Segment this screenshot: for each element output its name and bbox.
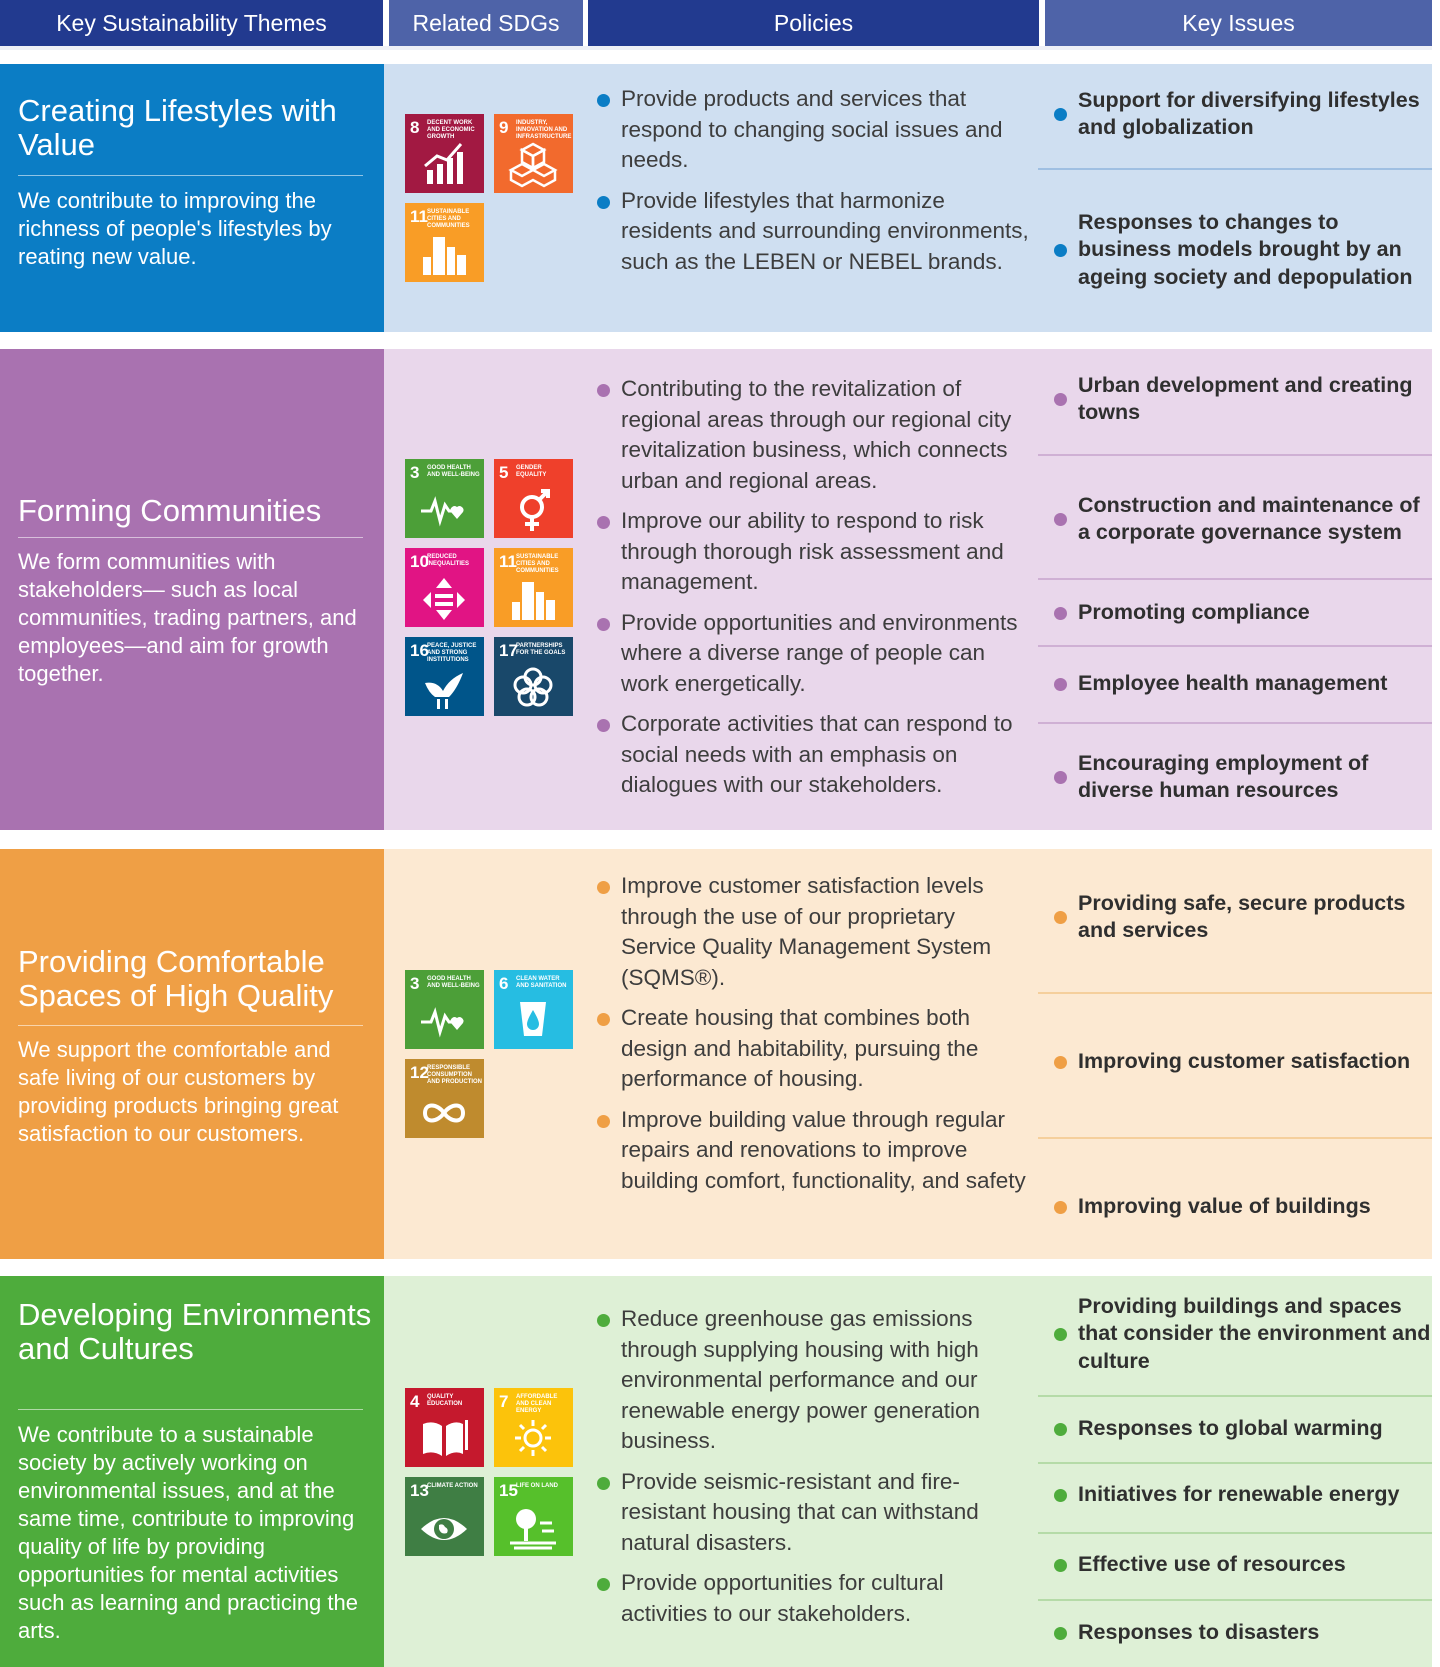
sdg-number: 3 — [410, 974, 420, 993]
sdg-tile-15 — [494, 1477, 573, 1556]
sdg-label: GOOD HEALTH AND WELL-BEING — [427, 976, 480, 989]
policy-item — [597, 1467, 1029, 1559]
content-panel — [384, 349, 1432, 830]
issue-item — [1038, 1402, 1432, 1456]
theme-panel — [0, 1276, 384, 1667]
water-drop-icon — [508, 996, 558, 1044]
sdg-label: CLIMATE ACTION — [427, 1483, 478, 1489]
issue-text: Improving value of buildings — [1078, 1194, 1371, 1219]
policies-list — [597, 84, 1029, 277]
policy-text: Improve building value through regular repairs and renovations to improve building comfort, functionality, and safety — [621, 1106, 1026, 1193]
sdg-label: QUALITY EDUCATION — [427, 1394, 463, 1407]
issues-list — [1038, 1276, 1432, 1667]
sdg-number: 3 — [410, 463, 420, 482]
policy-item — [597, 506, 1029, 598]
policy-item — [597, 186, 1029, 278]
theme-panel — [0, 349, 384, 830]
issue-divider — [1038, 1532, 1432, 1534]
issue-text: Improving customer satisfaction — [1078, 1049, 1411, 1074]
theme-panel — [0, 849, 384, 1259]
sdg-tile-6 — [494, 970, 573, 1049]
sdg-label: LIFE ON LAND — [516, 1483, 558, 1489]
header-key-issues: Key Issues — [1045, 0, 1432, 46]
sdg-number: 13 — [410, 1481, 429, 1500]
issues-list — [1038, 849, 1432, 1259]
bullet-dot — [597, 1477, 610, 1490]
sdg-number: 17 — [499, 641, 518, 660]
issue-text: Construction and maintenance of a corporate governance system — [1078, 492, 1420, 544]
section-forming-communities — [0, 349, 1432, 830]
bullet-dot — [1054, 1489, 1067, 1502]
sdg-number: 5 — [499, 463, 509, 482]
sdg-label: REDUCED INEQUALITIES — [427, 554, 470, 567]
section-environments-cultures — [0, 1276, 1432, 1667]
sdg-number: 6 — [499, 974, 509, 993]
issue-divider — [1038, 1395, 1432, 1397]
header-policies: Policies — [588, 0, 1039, 46]
content-panel — [384, 64, 1432, 332]
sdg-number: 10 — [410, 552, 429, 571]
policies-list — [597, 1304, 1029, 1629]
bullet-dot — [1054, 244, 1067, 257]
policy-item — [597, 84, 1029, 176]
sdg-tile-9 — [494, 114, 573, 193]
sdg-tile-17 — [494, 637, 573, 716]
policy-text: Reduce greenhouse gas emissions through supplying housing with high environmental performance and our renewable energy power generation business. — [621, 1306, 980, 1453]
sdg-label: GENDER EQUALITY — [516, 465, 547, 478]
policy-text: Provide lifestyles that harmonize residents and surrounding environments, such as the LEBEN or NEBEL brands. — [621, 187, 1029, 274]
bullet-dot — [1054, 1056, 1067, 1069]
sdg-number: 11 — [410, 207, 428, 226]
bullet-dot — [597, 881, 610, 894]
issue-item — [1038, 1034, 1432, 1090]
issue-text: Employee health management — [1078, 671, 1388, 696]
bullet-dot — [597, 94, 610, 107]
header-related-sdgs: Related SDGs — [389, 0, 583, 46]
bullet-dot — [597, 1115, 610, 1128]
content-panel — [384, 1276, 1432, 1667]
bullet-dot — [1054, 771, 1067, 784]
issue-divider — [1038, 722, 1432, 724]
content-panel — [384, 849, 1432, 1259]
policy-text: Improve our ability to respond to risk through thorough risk assessment and management. — [621, 508, 1004, 594]
policy-item — [597, 871, 1029, 993]
issue-divider — [1038, 1137, 1432, 1139]
sdg-number: 16 — [410, 641, 429, 660]
issue-item — [1038, 371, 1432, 427]
sdg-number: 12 — [410, 1063, 429, 1082]
bullet-dot — [597, 618, 610, 631]
theme-title: Developing Environments and Cultures — [18, 1297, 372, 1366]
issue-divider — [1038, 454, 1432, 456]
sdg-number: 4 — [410, 1392, 420, 1411]
flower-rings-icon — [508, 663, 558, 711]
sdg-label: SUSTAINABLE CITIES AND COMMUNITIES — [516, 554, 559, 574]
sdg-tile-11 — [405, 203, 484, 282]
growth-chart-icon — [419, 140, 469, 188]
sdg-label: CLEAN WATER AND SANITATION — [516, 976, 567, 989]
bullet-dot — [1054, 1627, 1067, 1640]
bullet-dot — [1054, 513, 1067, 526]
policy-text: Provide opportunities and environments where a diverse range of people can work energetically. — [621, 609, 1018, 696]
policy-item — [597, 1003, 1029, 1095]
eye-globe-icon — [419, 1503, 469, 1551]
sdg-number: 9 — [499, 118, 509, 137]
equality-arrows-icon — [419, 574, 469, 622]
issue-item — [1038, 652, 1432, 716]
sdg-tile-8 — [405, 114, 484, 193]
open-book-icon — [419, 1414, 469, 1462]
sdg-tile-7 — [494, 1388, 573, 1467]
issue-text: Providing safe, secure products and services — [1078, 890, 1406, 942]
sdg-number: 15 — [499, 1481, 518, 1500]
issue-text: Promoting compliance — [1078, 600, 1310, 625]
sdg-label: INDUSTRY, INNOVATION AND INFRASTRUCTURE — [516, 120, 572, 140]
policy-text: Provide seismic-resistant and fire-resistant housing that can withstand natural disasters. — [621, 1468, 979, 1555]
sdg-label: RESPONSIBLE CONSUMPTION AND PRODUCTION — [427, 1065, 482, 1085]
dove-icon — [419, 663, 469, 711]
issue-item — [1038, 461, 1432, 577]
policy-text: Contributing to the revitalization of regional areas through our regional city revitalization business, which connects urban and regional areas. — [621, 376, 1012, 493]
issue-divider — [1038, 992, 1432, 994]
sdg-label: SUSTAINABLE CITIES AND COMMUNITIES — [427, 209, 470, 229]
sdg-tile-5 — [494, 459, 573, 538]
cubes-icon — [508, 140, 558, 188]
header-key-sustainability-themes: Key Sustainability Themes — [0, 0, 383, 46]
issue-divider — [1038, 168, 1432, 170]
sdg-number: 11 — [499, 552, 517, 571]
sdg-number: 7 — [499, 1392, 509, 1411]
issue-divider — [1038, 578, 1432, 580]
issue-text: Encouraging employment of diverse human resources — [1078, 750, 1369, 802]
issue-text: Urban development and creating towns — [1078, 372, 1413, 424]
theme-title: Forming Communities — [18, 493, 322, 528]
sdg-tile-10 — [405, 548, 484, 627]
policy-text: Provide opportunities for cultural activities to our stakeholders. — [621, 1570, 944, 1626]
theme-description: We contribute to improving the richness of people's lifestyles by reating new value. — [18, 188, 332, 269]
sdg-label: GOOD HEALTH AND WELL-BEING — [427, 465, 480, 478]
sdg-label: AFFORDABLE AND CLEAN ENERGY — [516, 1394, 558, 1414]
theme-divider — [18, 1025, 363, 1026]
bullet-dot — [1054, 607, 1067, 620]
tree-icon — [508, 1503, 558, 1551]
sdg-label: PEACE, JUSTICE AND STRONG INSTITUTIONS — [427, 643, 477, 663]
bullet-dot — [597, 196, 610, 209]
bullet-dot — [1054, 1559, 1067, 1572]
bullet-dot — [1054, 1423, 1067, 1436]
heartbeat-icon — [419, 996, 469, 1044]
sdg-grid — [405, 459, 575, 716]
policies-list — [597, 374, 1029, 801]
bullet-dot — [597, 1578, 610, 1591]
issue-item — [1038, 1468, 1432, 1522]
theme-title: Providing Comfortable Spaces of High Quality — [18, 944, 334, 1013]
bullet-dot — [1054, 911, 1067, 924]
issue-item — [1038, 1179, 1432, 1235]
issue-text: Initiatives for renewable energy — [1078, 1482, 1400, 1507]
header-divider — [0, 46, 1432, 50]
bullet-dot — [1054, 1201, 1067, 1214]
issue-text: Providing buildings and spaces that consider the environment and culture — [1078, 1293, 1431, 1373]
infinity-icon — [419, 1085, 469, 1133]
issue-item — [1038, 194, 1432, 306]
theme-title: Creating Lifestyles with Value — [18, 93, 337, 162]
theme-divider — [18, 1409, 363, 1410]
issue-divider — [1038, 645, 1432, 647]
bullet-dot — [1054, 108, 1067, 121]
issues-list — [1038, 64, 1432, 332]
issue-text: Responses to disasters — [1078, 1620, 1320, 1645]
sdg-number: 8 — [410, 118, 420, 137]
issue-item — [1038, 1292, 1432, 1376]
theme-description: We support the comfortable and safe living of our customers by providing products bringing great satisfaction to our customers. — [18, 1037, 339, 1146]
bullet-dot — [1054, 678, 1067, 691]
theme-divider — [18, 175, 363, 176]
bullet-dot — [597, 1013, 610, 1026]
policy-item — [597, 1105, 1029, 1197]
issue-item — [1038, 585, 1432, 641]
theme-description: We form communities with stakeholders— such as local communities, trading partners, and employees—and aim for growth together. — [18, 549, 357, 686]
sdg-grid — [405, 1388, 575, 1556]
sdg-tile-3 — [405, 970, 484, 1049]
policy-item — [597, 1304, 1029, 1457]
sdg-tile-13 — [405, 1477, 484, 1556]
sdg-tile-3 — [405, 459, 484, 538]
issue-divider — [1038, 1462, 1432, 1464]
sun-power-icon — [508, 1414, 558, 1462]
issues-list — [1038, 349, 1432, 830]
section-comfortable-spaces — [0, 849, 1432, 1259]
issue-divider — [1038, 1599, 1432, 1601]
sdg-tile-11 — [494, 548, 573, 627]
policy-text: Corporate activities that can respond to social needs with an emphasis on dialogues with our stakeholders. — [621, 711, 1013, 797]
theme-panel — [0, 64, 384, 332]
issue-item — [1038, 729, 1432, 825]
policies-list — [597, 871, 1029, 1196]
policy-item — [597, 374, 1029, 496]
issue-text: Responses to global warming — [1078, 1416, 1383, 1441]
bullet-dot — [597, 1314, 610, 1327]
issue-text: Effective use of resources — [1078, 1552, 1346, 1577]
sdg-tile-16 — [405, 637, 484, 716]
heartbeat-icon — [419, 485, 469, 533]
issue-item — [1038, 889, 1432, 945]
city-buildings-icon — [508, 574, 558, 622]
policy-text: Provide products and services that respond to changing social issues and needs. — [621, 86, 1003, 172]
bullet-dot — [1054, 1328, 1067, 1341]
policy-item — [597, 608, 1029, 700]
policy-item — [597, 1568, 1029, 1629]
issue-text: Responses to changes to business models brought by an ageing society and depopulation — [1078, 209, 1413, 289]
sdg-grid — [405, 970, 575, 1138]
sdg-grid — [405, 114, 575, 282]
theme-divider — [18, 537, 363, 538]
policy-text: Improve customer satisfaction levels through the use of our proprietary Service Quality Management System (SQMS®). — [621, 873, 992, 990]
gender-symbol-icon — [508, 485, 558, 533]
bullet-dot — [597, 719, 610, 732]
bullet-dot — [597, 384, 610, 397]
policy-item — [597, 709, 1029, 801]
bullet-dot — [1054, 393, 1067, 406]
theme-description: We contribute to a sustainable society by actively working on environmental issues, and at the same time, contribute to improving quality of life by providing opportunities for mental activities such as learning and practicing the arts. — [18, 1422, 358, 1643]
issue-item — [1038, 1538, 1432, 1592]
city-buildings-icon — [419, 229, 469, 277]
policy-text: Create housing that combines both design and habitability, pursuing the performance of housing. — [621, 1005, 979, 1091]
sdg-label: DECENT WORK AND ECONOMIC GROWTH — [427, 120, 475, 140]
issue-item — [1038, 86, 1432, 142]
issue-item — [1038, 1606, 1432, 1660]
sdg-tile-12 — [405, 1059, 484, 1138]
bullet-dot — [597, 516, 610, 529]
issue-text: Support for diversifying lifestyles and globalization — [1078, 87, 1420, 139]
sdg-label: PARTNERSHIPS FOR THE GOALS — [516, 643, 566, 656]
sdg-tile-4 — [405, 1388, 484, 1467]
section-creating-lifestyles — [0, 64, 1432, 332]
